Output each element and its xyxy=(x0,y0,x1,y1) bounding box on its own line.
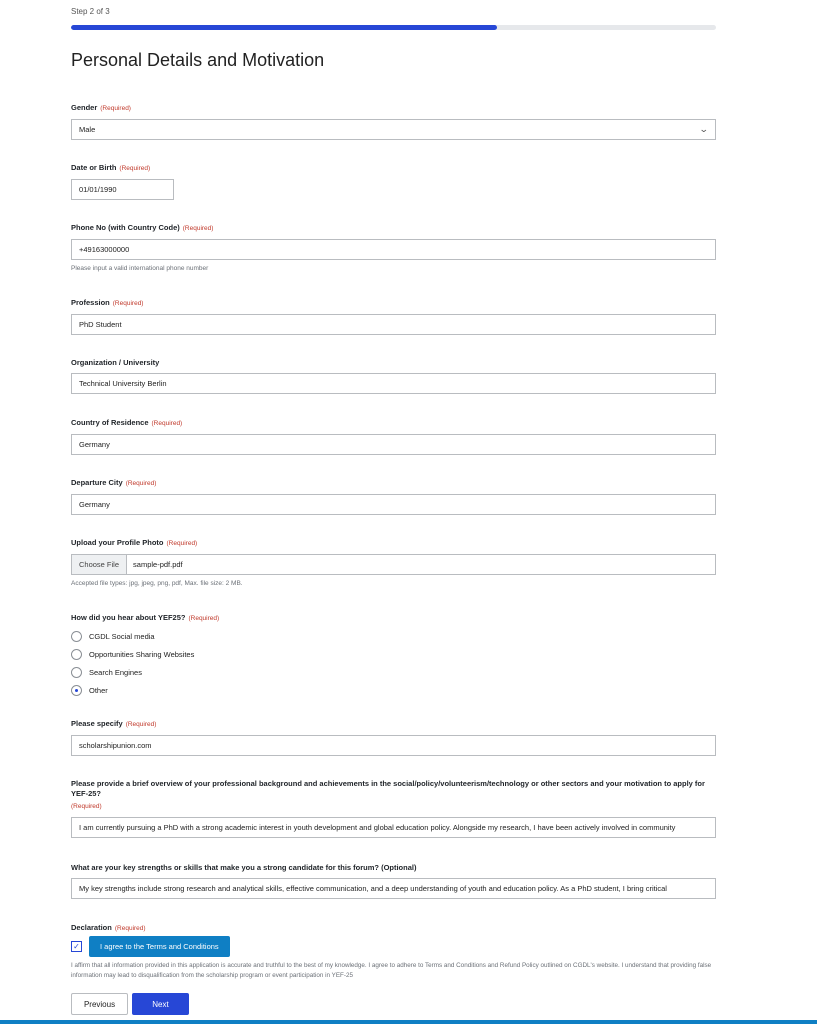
required-tag: (Required) xyxy=(119,165,151,172)
gender-label-text: Gender xyxy=(71,103,98,112)
chevron-down-icon: ⌄ xyxy=(699,124,710,134)
country-value: Germany xyxy=(79,440,110,449)
profession-value: PhD Student xyxy=(79,320,122,329)
photo-filename: sample-pdf.pdf xyxy=(133,560,183,569)
overview-label: Please provide a brief overview of your professional background and achievements in the social/policy/volunteerism/technology or other sectors and your motivation to apply for YEF-25? xyxy=(71,779,705,798)
specify-label-text: Please specify xyxy=(71,719,123,728)
specify-value: scholarshipunion.com xyxy=(79,741,152,750)
hear-label-text: How did you hear about YEF25? xyxy=(71,613,186,622)
photo-field xyxy=(71,538,716,587)
radio-option-label: Other xyxy=(89,685,108,695)
radio-option-label: CGDL Social media xyxy=(89,631,155,641)
choose-file-button[interactable]: Choose File xyxy=(72,555,127,574)
hear-field xyxy=(71,613,716,699)
dob-input[interactable] xyxy=(71,179,174,200)
strengths-textarea[interactable] xyxy=(71,878,716,899)
phone-input[interactable] xyxy=(71,239,716,260)
dob-label-text: Date or Birth xyxy=(71,163,117,172)
dob-field xyxy=(71,163,716,200)
phone-value: +49163000000 xyxy=(79,245,130,254)
page-title: Personal Details and Motivation xyxy=(71,50,325,70)
radio-option[interactable] xyxy=(71,681,716,699)
hear-label xyxy=(71,613,716,624)
declaration-row xyxy=(71,936,716,957)
radio-option-label: Opportunities Sharing Websites xyxy=(89,649,195,659)
phone-label-text: Phone No (with Country Code) xyxy=(71,223,180,232)
country-input[interactable] xyxy=(71,434,716,455)
agree-terms-button[interactable]: I agree to the Terms and Conditions xyxy=(89,936,230,957)
specify-input[interactable] xyxy=(71,735,716,756)
radio-selected-icon[interactable] xyxy=(71,685,82,696)
gender-label xyxy=(71,103,716,114)
overview-textarea[interactable] xyxy=(71,817,716,838)
required-tag: (Required) xyxy=(112,300,144,307)
specify-label xyxy=(71,719,716,730)
required-tag: (Required) xyxy=(151,420,183,427)
radio-option[interactable] xyxy=(71,645,716,663)
departure-label-text: Departure City xyxy=(71,478,123,487)
declaration-label-text: Declaration xyxy=(71,923,112,932)
dob-label xyxy=(71,163,716,174)
departure-label xyxy=(71,478,716,489)
gender-value: Male xyxy=(79,125,96,134)
radio-option[interactable] xyxy=(71,627,716,645)
progress-bar xyxy=(71,25,716,30)
organization-field xyxy=(71,358,716,394)
required-tag: (Required) xyxy=(114,925,146,932)
declaration-field xyxy=(71,923,716,981)
overview-value: I am currently pursuing a PhD with a strong academic interest in youth development and global education policy. Alongside my research, I have been actively involved in community xyxy=(79,823,676,832)
required-tag: (Required) xyxy=(182,225,214,232)
overview-field xyxy=(71,779,716,838)
progress-bar-fill xyxy=(71,25,497,30)
declaration-label xyxy=(71,923,716,934)
radio-option[interactable] xyxy=(71,663,716,681)
hear-radio-group xyxy=(71,627,716,699)
specify-field xyxy=(71,719,716,756)
phone-field xyxy=(71,223,716,272)
profession-label xyxy=(71,298,716,309)
strengths-value: My key strengths include strong research and analytical skills, effective communication, and a deep understanding of youth and education policy. As a PhD student, I bring critical xyxy=(79,884,667,893)
previous-button[interactable]: Previous xyxy=(71,993,128,1015)
required-tag: (Required) xyxy=(188,615,220,622)
country-label-text: Country of Residence xyxy=(71,418,149,427)
departure-input[interactable] xyxy=(71,494,716,515)
bottom-accent-bar xyxy=(0,1020,817,1024)
photo-file-input[interactable] xyxy=(71,554,716,575)
step-indicator: Step 2 of 3 xyxy=(71,7,110,16)
organization-input[interactable] xyxy=(71,373,716,394)
phone-label xyxy=(71,223,716,234)
radio-circle-icon[interactable] xyxy=(71,667,82,678)
gender-select[interactable] xyxy=(71,119,716,140)
photo-help-text: Accepted file types: jpg, jpeg, png, pdf, Max. file size: 2 MB. xyxy=(71,580,243,587)
photo-label xyxy=(71,538,716,549)
profession-label-text: Profession xyxy=(71,298,110,307)
organization-label: Organization / University xyxy=(71,358,160,367)
check-icon[interactable]: ✓ xyxy=(71,941,82,952)
required-tag: (Required) xyxy=(125,480,157,487)
radio-circle-icon[interactable] xyxy=(71,649,82,660)
departure-value: Germany xyxy=(79,500,110,509)
overview-required xyxy=(71,799,716,812)
required-tag: (Required) xyxy=(125,721,157,728)
strengths-label: What are your key strengths or skills that make you a strong candidate for this forum? (Optional) xyxy=(71,863,417,872)
country-label xyxy=(71,418,716,429)
dob-value: 01/01/1990 xyxy=(79,185,117,194)
declaration-text: I affirm that all information provided in this application is accurate and truthful to the best of my knowledge. I agree to adhere to Terms and Conditions and Refund Policy outlined on CGDL's website. I understand that providing false information may lead to disqualification from the scholarship program or event participation in YEF-25 xyxy=(71,962,712,979)
profession-input[interactable] xyxy=(71,314,716,335)
gender-field xyxy=(71,103,716,140)
organization-value: Technical University Berlin xyxy=(79,379,167,388)
strengths-field xyxy=(71,863,716,899)
country-field xyxy=(71,418,716,455)
radio-circle-icon[interactable] xyxy=(71,631,82,642)
phone-help-text: Please input a valid international phone number xyxy=(71,265,209,272)
next-button[interactable]: Next xyxy=(132,993,189,1015)
photo-label-text: Upload your Profile Photo xyxy=(71,538,164,547)
profession-field xyxy=(71,298,716,335)
required-tag: (Required) xyxy=(166,540,198,547)
radio-option-label: Search Engines xyxy=(89,667,142,677)
departure-field xyxy=(71,478,716,515)
required-tag: (Required) xyxy=(71,803,102,810)
required-tag: (Required) xyxy=(100,105,131,112)
